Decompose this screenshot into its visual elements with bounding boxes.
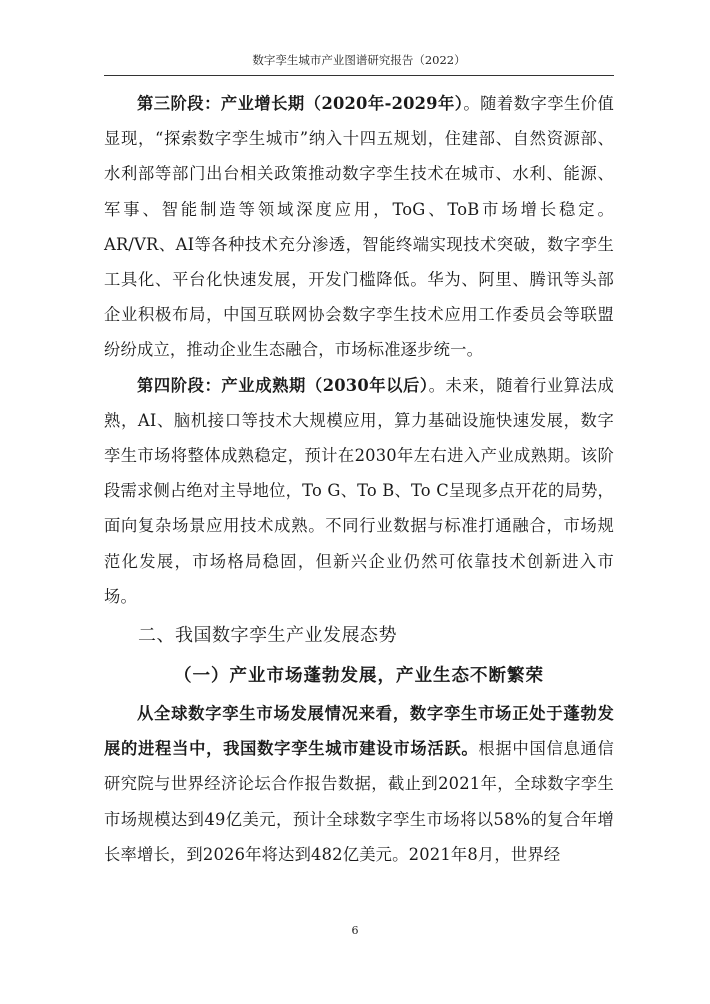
stage-4-body: 。未来，随着行业算法成熟，AI、脑机接口等技术大规模应用，算力基础设施快速发展，数字孪生市场将整体成熟稳定，预计在2030年左右进入产业成熟期。该阶段需求侧占绝对主导地位，To G、To B、To C呈现多点开花的局势，面向复杂场景应用技术成熟。不同行业数据与标准打通融合，市场规范化发展，市场格局稳固，但新兴企业仍然可依靠技术创新进入市场。 [104,375,614,606]
page-number: 6 [351,924,359,937]
paragraph-stage-3 [104,86,614,368]
paragraph-stage-4 [104,368,614,614]
section-1-title: （一）产业市场蓬勃发展，产业生态不断繁荣 [174,666,544,687]
stage-3-body: 。随着数字孪生价值显现，“探索数字孪生城市”纳入十四五规划，住建部、自然资源部、水利部等部门出台相关政策推动数字孪生技术在城市、水利、能源、军事、智能制造等领域深度应用，ToG、ToB市场增长稳定。AR/VR、AI等各种技术充分渗透，智能终端实现技术突破，数字孪生工具化、平台化快速发展，开发门槛降低。华为、阿里、腾讯等头部企业积极布局，中国互联网协会数字孪生技术应用工作委员会等联盟纷纷成立，推动企业生态融合，市场标准逐步统一。 [104,94,614,360]
stage-4-heading: 第四阶段：产业成熟期（2030年以后） [137,375,429,395]
market-lead-sentence: 从全球数字孪生市场发展情况来看，数字孪生市场正处于蓬勃发展的进程当中，我国数字孪生城市建设市场活跃。 [104,704,614,759]
paragraph-market [104,696,614,872]
chapter-2-title: 二、我国数字孪生产业发展态势 [138,625,397,647]
market-body: 根据中国信息通信研究院与世界经济论坛合作报告数据，截止到2021年，全球数字孪生市场规模达到49亿美元，预计全球数字孪生市场将以58%的复合年增长率增长，到2026年将达到482亿美元。2021年8月，世界经 [104,739,614,864]
page-content [104,86,614,872]
running-header: 数字孪生城市产业图谱研究报告（2022） [104,52,614,76]
stage-3-heading: 第三阶段：产业增长期（2020年-2029年） [137,94,464,113]
